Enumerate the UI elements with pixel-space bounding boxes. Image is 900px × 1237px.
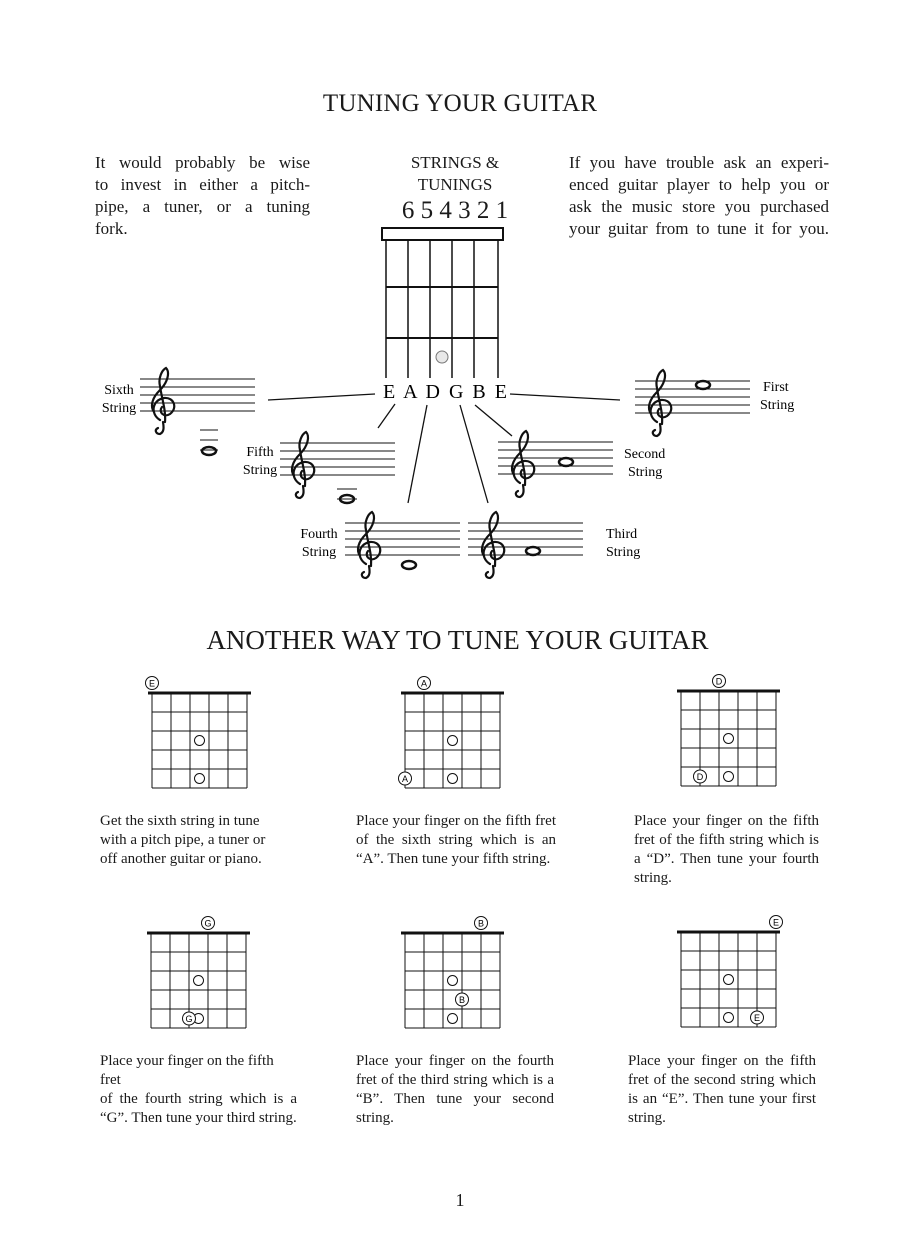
first-string-staff <box>635 370 750 436</box>
svg-text:String: String <box>101 401 137 416</box>
intro-left-text: It would probably be wise to invest in either a pitch- pipe, a tuner, or a tuning fork. <box>95 153 310 238</box>
fretboard <box>382 228 503 378</box>
open-string-label: B <box>477 918 485 929</box>
step-3-caption: Place your finger on the fifth fret of the fifth string which is a “D”. Then tune your fourth string. <box>634 813 819 886</box>
fret-marker <box>448 774 458 784</box>
fret-marker <box>724 734 734 744</box>
svg-text:First: First <box>763 380 789 395</box>
svg-text:Third: Third <box>606 527 638 542</box>
fifth-string-staff <box>280 432 395 503</box>
third-string-staff <box>468 512 583 578</box>
fretted-note-label: G <box>185 1014 193 1024</box>
svg-text:String: String <box>760 398 795 413</box>
fretted-note-label: A <box>401 774 409 784</box>
fret-marker <box>194 976 204 986</box>
fretted-note-label: E <box>753 1013 761 1023</box>
step-5-caption: Place your finger on the fourth fret of the third string which is a “B”. Then tune your second string. <box>356 1053 554 1126</box>
step-3-diagram <box>677 675 780 787</box>
svg-text:Sixth: Sixth <box>104 383 134 398</box>
strings-tunings-heading: STRINGS & TUNINGS <box>410 153 500 194</box>
fret-marker <box>724 1013 734 1023</box>
fretted-note-label: D <box>696 772 704 782</box>
fretted-note-label: B <box>458 995 466 1005</box>
fret-marker <box>195 736 205 746</box>
step-5-diagram <box>401 917 504 1029</box>
page-title: TUNING YOUR GUITAR <box>322 90 598 117</box>
fret-marker <box>724 975 734 985</box>
string-numbers: 6 5 4 3 2 1 <box>401 197 509 224</box>
intro-right-text: If you have trouble ask an experi- enced guitar player to help you or ask the music store you purchased your guitar from to tune it for you. <box>569 153 829 238</box>
fret-marker <box>724 772 734 782</box>
step-2-diagram <box>399 677 505 789</box>
second-string-staff <box>498 431 613 497</box>
step-6-diagram <box>677 916 783 1028</box>
section-title-another-way: ANOTHER WAY TO TUNE YOUR GUITAR <box>206 625 709 655</box>
fret-marker <box>448 976 458 986</box>
open-string-label: D <box>715 676 723 687</box>
connector-lines <box>268 394 620 503</box>
fourth-string-staff <box>345 512 460 578</box>
fret-marker <box>195 774 205 784</box>
open-string-label: A <box>420 678 428 689</box>
sixth-string-staff <box>140 368 255 455</box>
step-4-diagram <box>147 917 250 1029</box>
step-2-caption: Place your finger on the fifth fret of the sixth string which is an “A”. Then tune your fifth string. <box>356 813 556 867</box>
open-notes-label: E A D G B E <box>383 381 509 403</box>
svg-text:Fifth: Fifth <box>246 445 274 460</box>
open-string-label: E <box>148 678 156 689</box>
fret-marker <box>448 736 458 746</box>
svg-text:String: String <box>301 545 337 560</box>
page-number: 1 <box>455 1190 465 1210</box>
step-1-caption: Get the sixth string in tune with a pitch pipe, a tuner or off another guitar or piano. <box>100 813 266 867</box>
step-6-caption: Place your finger on the fifth fret of the second string which is an “E”. Then tune your first string. <box>628 1053 816 1126</box>
fret-marker <box>448 1014 458 1024</box>
svg-text:Second: Second <box>624 447 666 462</box>
svg-text:String: String <box>628 465 663 480</box>
svg-text:String: String <box>606 545 641 560</box>
svg-text:String: String <box>242 463 278 478</box>
step-1-diagram <box>146 677 252 789</box>
svg-text:Fourth: Fourth <box>300 527 338 542</box>
step-4-caption: Place your finger on the fifth fret of the fourth string which is a “G”. Then tune your third string. <box>100 1053 297 1126</box>
open-string-label: E <box>772 917 780 928</box>
open-string-label: G <box>204 918 212 929</box>
